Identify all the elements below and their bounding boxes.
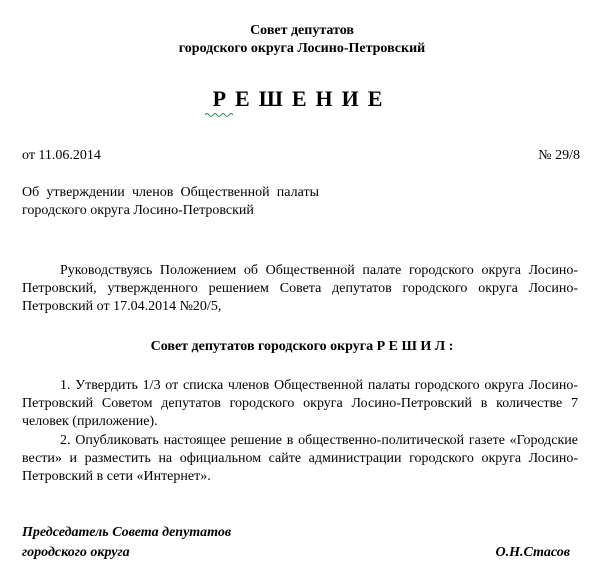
header-org-line-1: Совет депутатов (250, 23, 354, 38)
spellcheck-underline-icon (205, 112, 233, 118)
decision-date: от 11.06.2014 (22, 148, 101, 163)
decision-subject: Об утверждении членов Общественной палаты городского округа Лосино-Петровский (22, 185, 319, 218)
document-title: РЕШЕНИЕ (212, 86, 392, 111)
decision-number: № 29/8 (538, 148, 580, 163)
signature-title-line-1: Председатель Совета депутатов (22, 525, 232, 540)
decision-item-2: 2. Опубликовать настоящее решение в общественно-политической газете «Городские вести» и разместить на официальном сайте администрации городского округа Лосино-Петровский в сети «Интернет». (22, 433, 578, 484)
council-decided-line: Совет депутатов городского округа Р Е Ш И Л : (150, 339, 454, 354)
signature-name: О.Н.Стасов (495, 545, 570, 560)
intro-paragraph: Руководствуясь Положением об Общественной палате городского округа Лосино-Петровский, утвержденного решением Совета депутатов городского округа Лосино-Петровский от 17.04.2014 №20/5, (22, 263, 578, 314)
decision-item-1: 1. Утвердить 1/3 от списка членов Общественной палаты городского округа Лосино-Петровский Советом депутатов городского округа Лосино-Петровский в количестве 7 человек (приложение). (22, 378, 578, 429)
header-org-line-2: городского округа Лосино-Петровский (178, 41, 426, 56)
signature-title-line-2: городского округа (22, 545, 130, 560)
